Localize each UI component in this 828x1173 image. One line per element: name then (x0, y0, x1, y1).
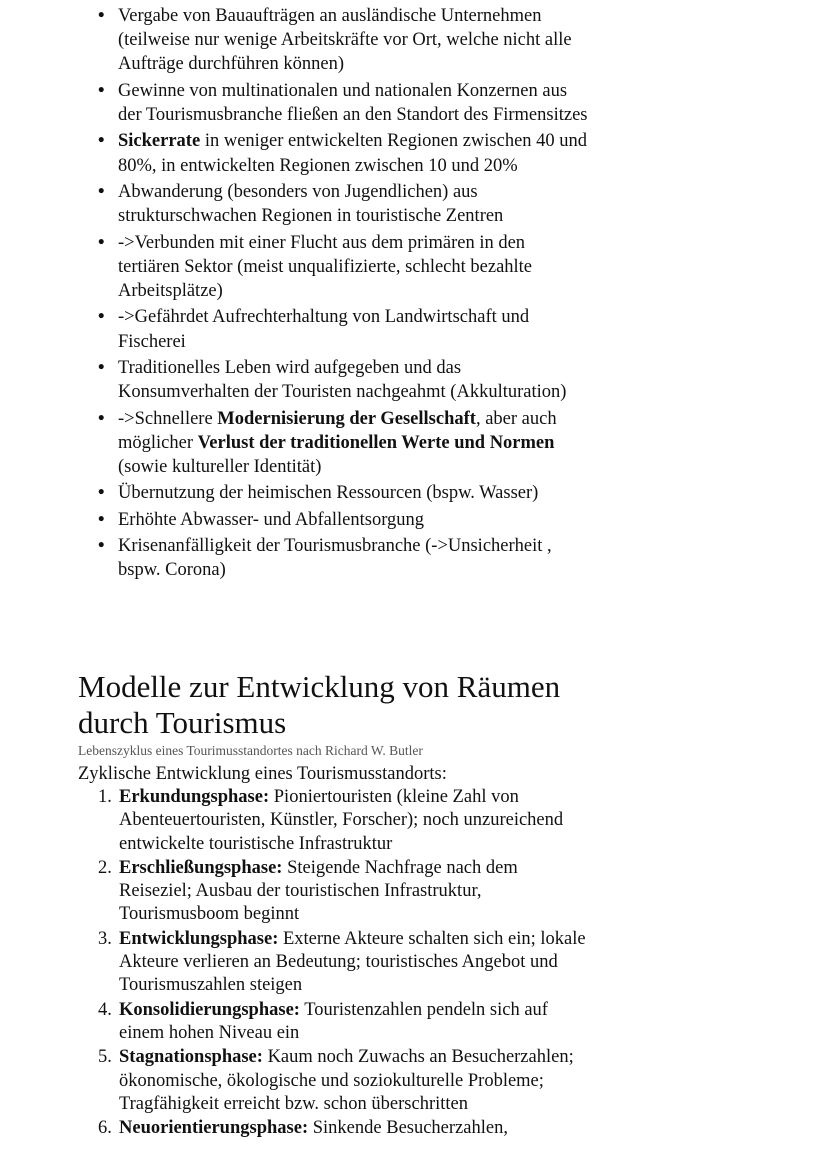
section-intro: Zyklische Entwicklung eines Tourismusstandorts: (78, 764, 447, 784)
bullet-text: ->Schnellere (118, 408, 218, 429)
phase-description: Pioniertouristen (kleine Zahl von Abenteuertouristen, Künstler, Forscher); noch unzureichend entwickelte touristische Infrastruktur (119, 787, 564, 854)
phase-number: 1. (98, 787, 112, 807)
bullet-text: ->Verbunden mit einer Flucht aus dem primären in den tertiären Sektor (meist unqualifizierte, schlecht bezahlte Arbeitsplätze) (118, 232, 533, 301)
bullet-text: Abwanderung (besonders von Jugendlichen) aus strukturschwachen Regionen in touristische Zentren (118, 181, 504, 227)
bullet-text: Traditionelles Leben wird aufgegeben und das Konsumverhalten der Touristen nachgeahmt (Akkulturation) (118, 357, 567, 403)
phase-item (98, 786, 588, 856)
phase-description: Externe Akteure schalten sich ein; lokale Akteure verlieren an Bedeutung; touristisches Angebot und Tourismuszahlen steigen (119, 928, 586, 996)
phase-term: Konsolidierungsphase: (119, 999, 300, 1020)
phase-number: 2. (98, 857, 112, 878)
bullet-text: Gewinne von multinationalen und nationalen Konzernen aus der Tourismusbranche fließen an den Standort des Firmensitzes (118, 80, 588, 125)
bullet-item (98, 305, 588, 353)
section-heading: Modelle zur Entwicklung von Räumen durch Tourismus (78, 669, 561, 740)
bullet-item (98, 407, 588, 480)
bullet-item (98, 180, 588, 228)
phase-item (98, 928, 588, 998)
bullet-item (98, 4, 588, 77)
bullet-text: Vergabe von Bauaufträgen an ausländische Unternehmen (teilweise nur wenige Arbeitskräfte vor Ort, welche nicht alle Aufträge durchführen können) (118, 6, 572, 75)
bullet-text: Krisenanfälligkeit der Tourismusbranche (->Unsicherheit , bspw. Corona) (118, 536, 552, 581)
bullet-item (98, 356, 588, 404)
bullet-text: in weniger entwickelten Regionen zwischen 40 und 80%, in entwickelten Regionen zwischen 10 und 20% (118, 131, 588, 176)
phase-description: Sinkende Besucherzahlen, (308, 1118, 508, 1139)
bullet-text: (sowie kultureller Identität) (118, 456, 322, 477)
bold-text: Verlust der traditionellen Werte und Normen (197, 432, 555, 453)
bullet-text: ->Gefährdet Aufrechterhaltung von Landwirtschaft und Fischerei (118, 307, 530, 352)
phase-term: Stagnationsphase: (119, 1047, 263, 1068)
bullet-text: Erhöhte Abwasser- und Abfallentsorgung (118, 509, 425, 530)
bold-text: Modernisierung der Gesellschaft (217, 408, 476, 429)
bullet-item (98, 534, 588, 582)
bold-text: Sickerrate (118, 131, 201, 152)
phase-item (98, 1117, 588, 1140)
phase-item (98, 1046, 588, 1116)
bullet-item (98, 231, 588, 304)
phase-number: 5. (98, 1047, 112, 1068)
bullet-text: , aber auch möglicher (118, 408, 557, 453)
section-subtitle: Lebenszyklus eines Tourimusstandortes nach Richard W. Butler (78, 743, 423, 758)
bullet-item (98, 508, 588, 532)
bullet-item (98, 129, 588, 177)
phase-description: Kaum noch Zuwachs an Besucherzahlen; ökonomische, ökologische und soziokulturelle Probleme; Tragfähigkeit erreicht bzw. schon überschritten (119, 1047, 574, 1114)
bullet-text: Übernutzung der heimischen Ressourcen (bspw. Wasser) (118, 483, 539, 504)
bullet-item (98, 481, 588, 505)
phase-term: Neuorientierungsphase: (119, 1118, 309, 1139)
phase-number: 6. (98, 1118, 112, 1139)
phase-description: Steigende Nachfrage nach dem Reiseziel; Ausbau der touristischen Infrastruktur, Tourismusboom beginnt (119, 857, 518, 925)
bullet-item (98, 79, 588, 127)
phase-item (98, 999, 588, 1046)
bullet-list (98, 4, 588, 585)
phase-item (98, 857, 588, 927)
phase-term: Erschließungsphase: (119, 857, 283, 878)
phase-description: Touristenzahlen pendeln sich auf einem hohen Niveau ein (119, 999, 548, 1043)
phase-number: 4. (98, 999, 112, 1020)
phase-number: 3. (98, 928, 112, 949)
phase-term: Erkundungsphase: (119, 787, 270, 807)
phase-list (98, 786, 588, 1141)
phase-term: Entwicklungsphase: (119, 928, 279, 949)
